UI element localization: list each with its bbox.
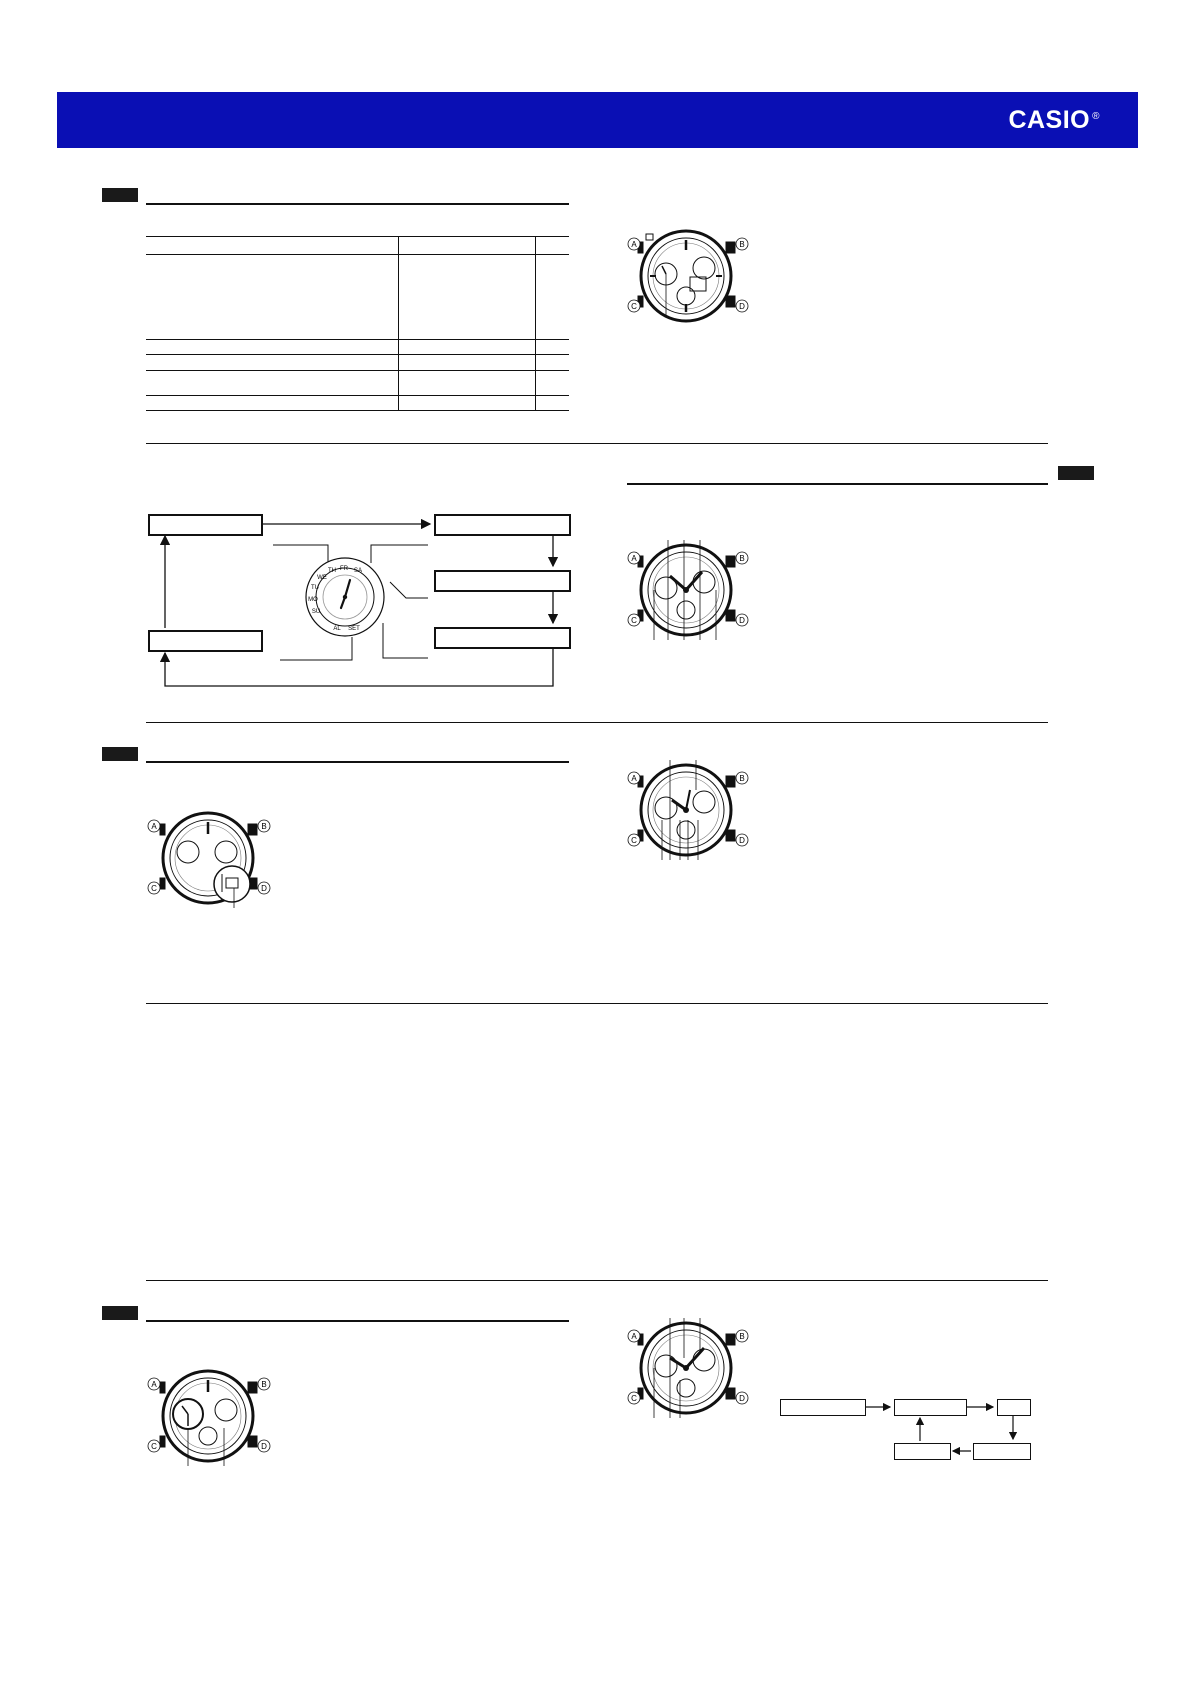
day-label-th: TH [328,568,336,574]
button-c-label: C [151,884,157,893]
dial-label-al: AL [333,626,341,632]
button-b-label: B [739,1332,745,1341]
button-c-label: C [631,616,637,625]
button-c-label: C [631,1394,637,1403]
registered-mark: ® [1092,110,1100,122]
button-c-label: C [631,836,637,845]
button-d-label: D [261,884,267,893]
button-c-label: C [151,1442,157,1451]
button-b-label: B [739,774,745,783]
button-b-label: B [261,1380,267,1389]
dial-label-set: SET [348,626,360,632]
button-a-label: A [631,774,637,783]
button-a-label: A [631,240,637,249]
button-a-label: A [151,822,157,831]
button-b-label: B [739,554,745,563]
day-label-sa: SA [353,568,363,574]
button-c-label: C [631,302,637,311]
button-a-label: A [631,1332,637,1341]
button-b-label: B [739,240,745,249]
button-d-label: D [739,302,745,311]
button-a-label: A [151,1380,157,1389]
button-d-label: D [261,1442,267,1451]
button-b-label: B [261,822,267,831]
day-label-su: SU [311,609,321,615]
button-a-label: A [631,554,637,563]
brand-text: CASIO [1008,106,1091,134]
day-label-mo: MO [308,597,318,603]
button-d-label: D [739,836,745,845]
day-label-tu: TU [311,585,319,591]
button-d-label: D [739,616,745,625]
day-label-we: WE [317,575,327,581]
day-label-fr: FR [340,566,348,572]
button-d-label: D [739,1394,745,1403]
